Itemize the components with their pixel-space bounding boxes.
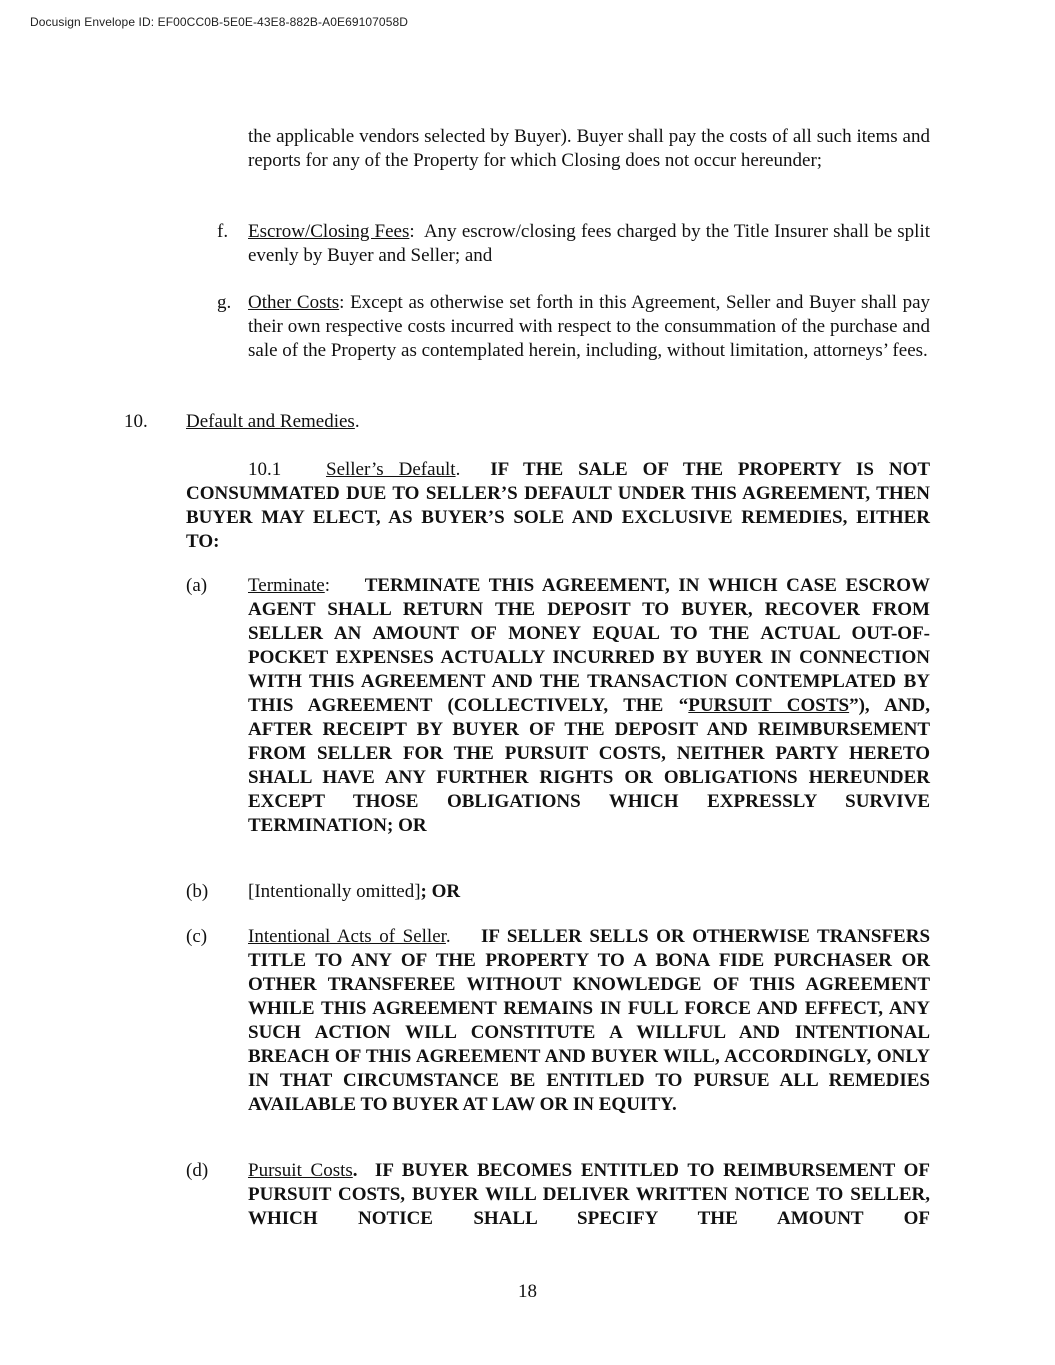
subsection-10-1-number: 10.1 [248, 459, 282, 480]
item-f-title: Escrow/Closing Fees [248, 221, 410, 242]
item-b-marker: (b) [186, 881, 209, 902]
section-10-heading [186, 410, 360, 434]
item-c-paragraph [248, 925, 930, 1117]
section-10-number: 10. [124, 411, 148, 432]
item-d-marker: (d) [186, 1160, 209, 1181]
item-b-suffix: ; OR [420, 881, 461, 902]
item-a-separator: : [324, 575, 331, 596]
item-a-body-2: ”), AND, AFTER RECEIPT BY BUYER OF THE DEPOSIT AND REIMBURSEMENT FROM SELLER FOR THE PURSUIT COSTS, NEITHER PARTY HERETO SHALL HAVE ANY FURTHER RIGHTS OR OBLIGATIONS HEREUNDER EXCEPT THOSE OBLIGATIONS WHICH EXPRESSLY SURVIVE TERMINATION; OR [248, 695, 930, 836]
item-d-body: IF BUYER BECOMES ENTITLED TO REIMBURSEMENT OF PURSUIT COSTS, BUYER WILL DELIVER WRITTEN NOTICE TO SELLER, WHICH NOTICE SHALL SPECIFY THE AMOUNT OF [248, 1160, 930, 1229]
subsection-10-1-title-end: . [455, 459, 461, 480]
subsection-10-1-title: Seller’s Default [326, 459, 456, 480]
subsection-10-1-body: IF THE SALE OF THE PROPERTY IS NOT CONSUMMATED DUE TO SELLER’S DEFAULT UNDER THIS AGREEMENT, THEN BUYER MAY ELECT, AS BUYER’S SOLE AND EXCLUSIVE REMEDIES, EITHER TO: [186, 459, 931, 552]
item-a-body-1: TERMINATE THIS AGREEMENT, IN WHICH CASE ESCROW AGENT SHALL RETURN THE DEPOSIT TO BUYER, RECOVER FROM SELLER AN AMOUNT OF MONEY EQUAL TO THE ACTUAL OUT-OF-POCKET EXPENSES ACTUALLY INCURRED BY BUYER IN CONNECTION WITH THIS AGREEMENT AND THE TRANSACTION CONTEMPLATED BY THIS AGREEMENT (COLLECTIVELY, THE “ [248, 575, 930, 716]
subsection-10-1-paragraph [186, 458, 930, 554]
envelope-id: Docusign Envelope ID: EF00CC0B-5E0E-43E8-882B-A0E69107058D [30, 15, 409, 29]
item-g-title: Other Costs [248, 292, 340, 313]
item-g-marker: g. [217, 292, 232, 313]
item-g-body: Except as otherwise set forth in this Agreement, Seller and Buyer shall pay their own respective costs incurred with respect to the consummation of the purchase and sale of the Property as contemplated herein, including, without limitation, attorneys’ fees. [248, 292, 931, 361]
item-c-body: IF SELLER SELLS OR OTHERWISE TRANSFERS TITLE TO ANY OF THE PROPERTY TO A BONA FIDE PURCHASER OR OTHER TRANSFEREE WITHOUT KNOWLEDGE OF THIS AGREEMENT WHILE THIS AGREEMENT REMAINS IN FULL FORCE AND EFFECT, ANY SUCH ACTION WILL CONSTITUTE A WILLFUL AND INTENTIONAL BREACH OF THIS AGREEMENT AND BUYER WILL, ACCORDINGLY, ONLY IN THAT CIRCUMSTANCE BE ENTITLED TO PURSUE ALL REMEDIES AVAILABLE TO BUYER AT LAW OR IN EQUITY. [248, 926, 931, 1115]
continued-text: the applicable vendors selected by Buyer). Buyer shall pay the costs of all such items and reports for any of the Property for which Closing does not occur hereunder; [248, 126, 930, 171]
item-f-marker: f. [217, 221, 229, 242]
item-f-body: Any escrow/closing fees charged by the Title Insurer shall be split evenly by Buyer and Seller; and [248, 221, 931, 266]
item-f-paragraph [248, 220, 930, 268]
page-number: 18 [518, 1281, 537, 1302]
item-a-title: Terminate [248, 575, 325, 596]
item-c-title: Intentional Acts of Seller [248, 926, 446, 947]
item-b-paragraph [248, 880, 930, 904]
item-c-title-end: . [445, 926, 451, 947]
item-a-marker: (a) [186, 575, 208, 596]
item-a-paragraph [248, 574, 930, 838]
item-g-paragraph [248, 291, 930, 363]
continued-paragraph [248, 125, 930, 173]
section-10-title: Default and Remedies [186, 411, 355, 432]
item-b-body: [Intentionally omitted] [248, 881, 421, 902]
item-a-defined-term: PURSUIT COSTS [688, 695, 850, 716]
item-f-separator: : [409, 221, 415, 242]
section-10-title-end: . [354, 411, 360, 432]
item-d-paragraph [248, 1159, 930, 1231]
item-g-separator: : [339, 292, 345, 313]
item-d-title: Pursuit Costs [248, 1160, 353, 1181]
item-c-marker: (c) [186, 926, 208, 947]
item-d-title-end: . [352, 1160, 358, 1181]
